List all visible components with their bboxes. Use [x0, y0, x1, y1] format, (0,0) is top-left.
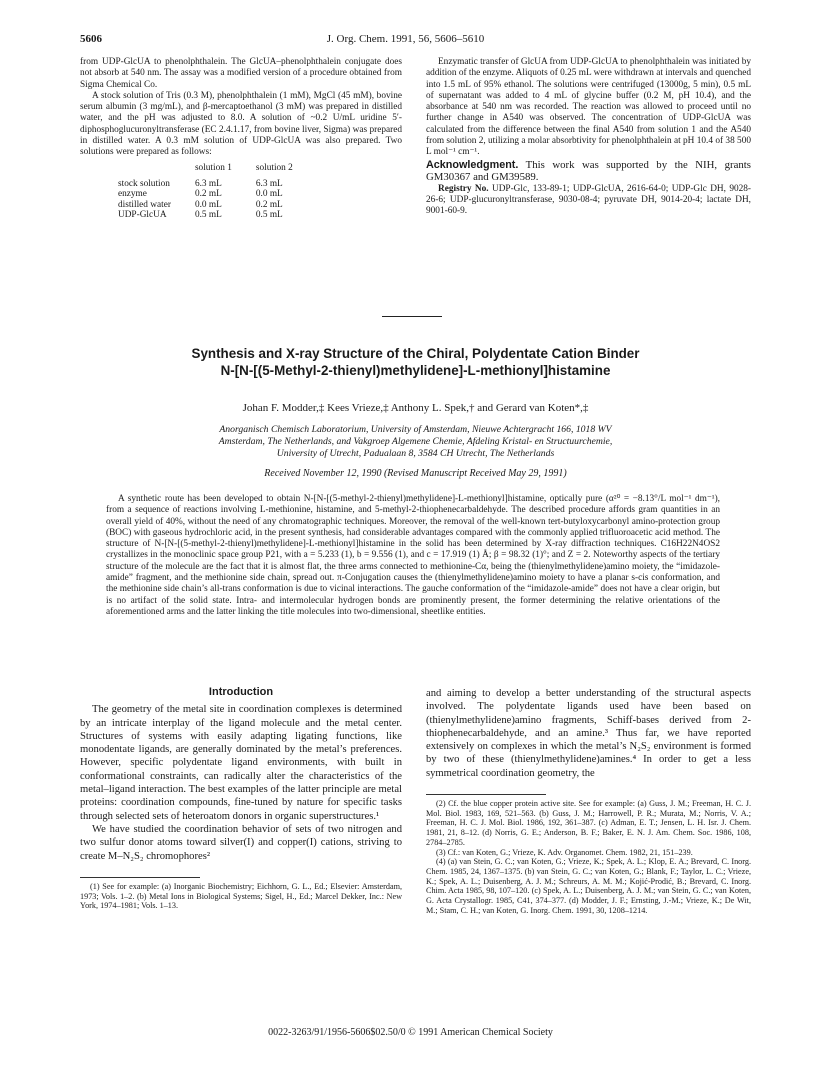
- footnotes: [426, 799, 751, 915]
- table-row: [118, 189, 317, 199]
- article-title: [90, 345, 741, 379]
- column-header: solution 1: [194, 162, 232, 173]
- left-top-column: [80, 57, 402, 221]
- footnote-rule: [426, 794, 546, 795]
- table-cell: 0.0 mL: [255, 189, 283, 200]
- affiliation-line: Amsterdam, The Netherlands, and Vakgroep Algemene Chemie, Afdeling Kristal- en Structuurchemie,: [218, 436, 613, 447]
- acknowledgment-heading: Acknowledgment.: [426, 158, 519, 171]
- table-header-row: [118, 163, 317, 179]
- acknowledgment: [426, 159, 751, 184]
- page-number: 5606: [80, 33, 102, 45]
- table-row: [118, 210, 317, 220]
- title-line: Synthesis and X-ray Structure of the Chiral, Polydentate Cation Binder: [191, 346, 640, 361]
- row-label: enzyme: [118, 189, 147, 200]
- table-row: [118, 179, 317, 189]
- row-label: distilled water: [118, 199, 171, 210]
- footnote: (1) See for example: (a) Inorganic Biochemistry; Eichhorn, G. L., Ed.; Elsevier: Amsterdam, 1973; Vols. 1–2. (b) Metal Ions in Biological Systems; Sigel, H., Ed.; Marcel Dekker, Inc.: New York, 1974–1981; Vols. 1–13.: [80, 881, 402, 911]
- registry-text: UDP-Glc, 133-89-1; UDP-GlcUA, 2616-64-0; UDP-Glc DH, 9028-26-6; UDP-glucuronyltransferase, 9030-08-4; pyruvate DH, 9014-20-4; lactate DH, 9001-60-9.: [426, 183, 752, 217]
- title-line: N-[N-[(5-Methyl-2-thienyl)methylidene]-L-methionyl]histamine: [220, 363, 611, 378]
- affiliation: [100, 424, 731, 460]
- footnotes: [80, 882, 402, 911]
- row-label: UDP-GlcUA: [118, 210, 167, 221]
- registry-heading: Registry No.: [438, 183, 489, 194]
- row-label: stock solution: [118, 179, 170, 190]
- paragraph: from UDP-GlcUA to phenolphthalein. The GlcUA–phenolphthalein conjugate does not absorb at 540 nm. The assay was a modified version of a procedure obtained from Sigma Chemical Co.: [80, 57, 402, 90]
- paragraph: The geometry of the metal site in coordination complexes is determined by an intricate interplay of the ligand molecule and the metal center. Structures of systems with easily adapting ligating functions, like monodentate ligands, are generally dominated by the metal’s preferences. However, specific polydentate ligand environments, with built in conformational constraints, can radically alter the characteristics of the metal–ligand interaction. The best examples of the latter principle are metal proteins: coordination compounds, fine-tuned by nature for specific tasks through selected sets of heteroatom donors in organic superstructures.¹: [80, 704, 402, 822]
- acknowledgment-text: This work was supported by the NIH, grants GM30367 and GM39589.: [426, 158, 751, 184]
- right-top-column: [426, 57, 751, 218]
- footnote: (3) Cf.: van Koten, G.; Vrieze, K. Adv. Organomet. Chem. 1982, 21, 151–239.: [436, 847, 693, 857]
- section-heading: Introduction: [208, 686, 274, 698]
- introduction-right-column: [426, 687, 751, 916]
- table-cell: 0.2 mL: [255, 199, 283, 210]
- table-cell: 6.3 mL: [255, 179, 283, 190]
- table-row: [118, 200, 317, 210]
- affiliation-line: University of Utrecht, Padualaan 8, 3584 CH Utrecht, The Netherlands: [276, 448, 555, 459]
- journal-citation: J. Org. Chem. 1991, 56, 5606–5610: [326, 33, 485, 45]
- paragraph: and aiming to develop a better understanding of the structural aspects involved. The polydentate ligands used have been based on (thienylmethylidene)amino fragments, Schiff-bases derived from 2-thiophenecarbaldehyde, and an amine.³ Thus far, we have reported extensively on complexes in which the metal’s N₂S₂ environment is formed by two of these (thienylmethylidene)amines.⁴ In order to get a less symmetrical coordination geometry, the: [426, 688, 751, 779]
- table-cell: 0.0 mL: [194, 199, 222, 210]
- table-cell: 0.5 mL: [194, 210, 222, 221]
- registry-numbers: [426, 184, 751, 218]
- introduction-left-column: [80, 687, 402, 911]
- paragraph: A stock solution of Tris (0.3 M), phenolphthalein (1 mM), MgCl (45 mM), bovine serum albumin (3 mg/mL), and β-mercaptoethanol (3 mM) was prepared in distilled water, and the pH was adjusted to 8.0. A solution of ~0.2 U/mL uridine 5′-diphosphoglucuronyltransferase (EC 2.4.1.17, from bovine liver, Sigma) was prepared in distilled water. A 0.3 mM solution of UDP-GlcUA was also prepared. Two solutions were prepared as follows:: [80, 90, 402, 158]
- footnote-rule: [80, 877, 200, 878]
- received-date: Received November 12, 1990 (Revised Manuscript Received May 29, 1991): [264, 468, 567, 479]
- column-header: solution 2: [255, 162, 293, 173]
- solution-table: [118, 163, 317, 221]
- affiliation-line: Anorganisch Chemisch Laboratorium, University of Amsterdam, Nieuwe Achtergracht 166, 1018 WV: [219, 424, 612, 435]
- footnote: (2) Cf. the blue copper protein active site. See for example: (a) Guss, J. M.; Freeman, H. C. J. Mol. Biol. 1983, 169, 521–563. (b) Guss, J. M.; Harrowell, P. R.; Murata, M.; Norris, V. A.; Freeman, H. C. J. Mol. Biol. 1986, 192, 361–387. (c) Adman, E. T.; Jensen, L. H. Isr. J. Chem. 1981, 21, 8–12. (d) Norris, G. E.; Anderson, B. F.; Baker, E. N. J. Am. Chem. Soc. 1986, 108, 2784–2785.: [426, 799, 751, 847]
- table-cell: 0.2 mL: [194, 189, 222, 200]
- footnote: (4) (a) van Stein, G. C.; van Koten, G.; Vrieze, K.; Spek, A. L.; Klop, E. A.; Brevard, C. Inorg. Chem. 1985, 24, 1367–1375. (b) van Stein, G. C.; van Koten, G.; Blank, F.; Taylor, L. C.; Vrieze, K.; Spek, A. L.; Duisenberg, A. J. M.; Schreurs, A. M. M.; Kojić-Prodić, B.; Brevard, C. Inorg. Chim. Acta 1985, 98, 107–120. (c) Spek, A. L.; Duisenberg, A. J. M.; van Stein, G. C.; van Koten, G. Acta Crystallogr. 1985, C41, 374–377. (d) Modder, J. F.; Ernsting, J.-M.; Vrieze, K.; De Wit, M.; Stam, C. H.; van Koten, G. Inorg. Chem. 1991, 30, 1208–1214.: [426, 857, 751, 915]
- table-cell: 6.3 mL: [194, 179, 222, 190]
- paragraph: We have studied the coordination behavior of sets of two nitrogen and two sulfur donor atoms toward silver(I) and copper(I) cations, striving to create M–N₂S₂ chromophores²: [80, 823, 402, 862]
- table-cell: 0.5 mL: [255, 210, 283, 221]
- author-list: Johan F. Modder,‡ Kees Vrieze,‡ Anthony L. Spek,† and Gerard van Koten*,‡: [242, 402, 589, 414]
- abstract: A synthetic route has been developed to obtain N-[N-[(5-methyl-2-thienyl)methylidene]-L-methionyl]histamine, optically pure (α²⁰ = −8.13°/L mol⁻¹ dm⁻¹), from a sequence of reactions involving L-methionine, histamine, and 5-methyl-2-thiophenecarbaldehyde. The described procedure affords gram quantities in an overall yield of 40%, without the need of any chromatographic techniques. Moreover, the removal of the well-known tert-butyloxycarbonyl amino-protection group (BOC) with gaseous hydrochloric acid, in the present synthesis, had considerable advantages compared with the commonly applied trifluoroacetic acid method. The structure of N-[N-[(5-methyl-2-thienyl)methylidene]-L-methionyl]histamine in the solid has been determined by X-ray diffraction techniques. C16H22N4OS2 crystallizes in the monoclinic space group P21, with a = 5.233 (1), b = 9.556 (1), and c = 17.919 (1) Å; β = 98.32 (1)°; and Z = 2. Noteworthy aspects of the tertiary structure of the molecule are the fact that it is almost flat, the three arms connected to methionine-Cα, being the (thienylmethylidene)amino moiety, the “imidazole-amide” fragment, and the methionine side chain, spread out. π-Conjugation causes the (thienylmethylidene)amino moiety to have a planar s-cis conformation, and the methionine side chain’s all-trans conformation is due to vicinal interactions. The gauche conformation of the “imidazole-amide” does not have a clear origin, but is no artifact of the solid state. Intra- and intermolecular hydrogen bonds are prominently present, the former determining the relative orientations of the aforementioned arms and the latter linking the title molecules into two-dimensional, sheetlike entities.: [106, 494, 720, 617]
- paragraph: Enzymatic transfer of GlcUA from UDP-GlcUA to phenolphthalein was initiated by addition of the enzyme. Aliquots of 0.25 mL were withdrawn at intervals and quenched into 1.5 mL of 95% ethanol. The solutions were centrifuged (13000g, 5 min), 0.5 mL of supernatant was added to 4 mL of glycine buffer (0.2 M, pH 10.4), and the absorbance at 540 nm was recorded. The reaction was allowed to proceed until no further change in A540 was observed. The concentration of UDP-GlcUA was calculated from the difference between the final A540 from solution 1 and the A540 from solution 2, utilizing a molar absorbtivity for phenolphthalein at pH 10.4 of 38 500 L mol⁻¹ cm⁻¹.: [426, 57, 751, 158]
- running-header: [80, 33, 731, 49]
- section-divider: [382, 316, 442, 317]
- page-footer: 0022-3263/91/1956-5606$02.50/0 © 1991 American Chemical Society: [268, 1027, 553, 1038]
